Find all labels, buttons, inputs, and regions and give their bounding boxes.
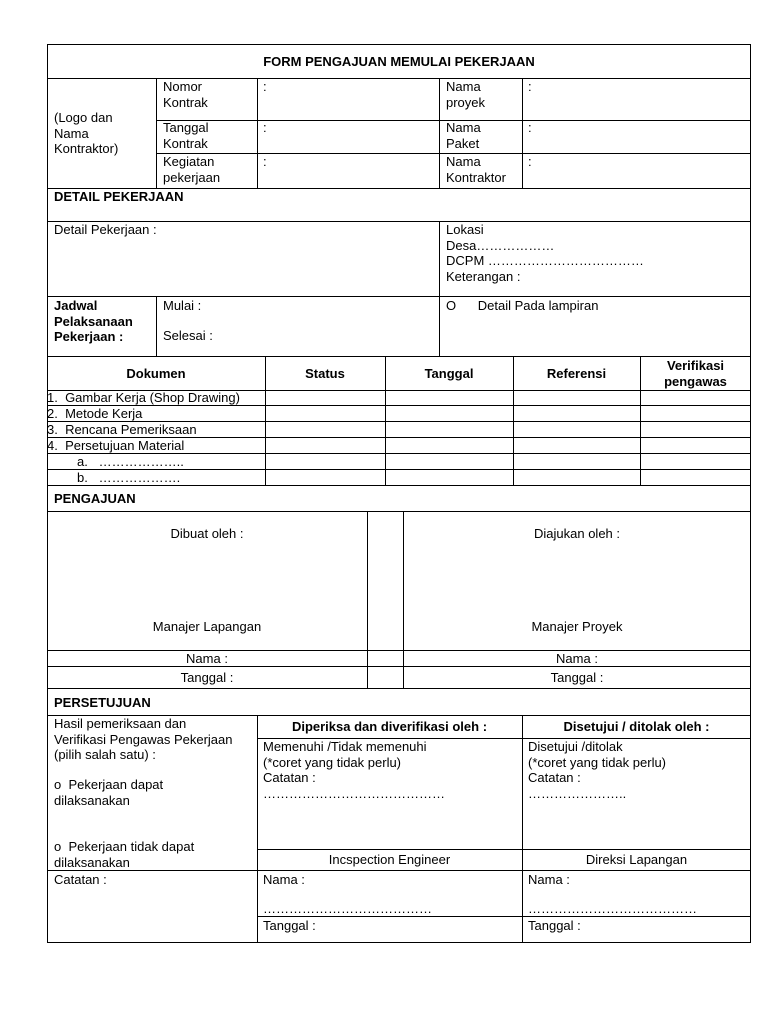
- checked-by-header: Diperiksa dan diverifikasi oleh :: [291, 719, 488, 734]
- page-title: FORM PENGAJUAN MEMULAI PEKERJAAN: [263, 54, 535, 69]
- approved-by-date-field[interactable]: Tanggal :: [528, 918, 581, 933]
- work-activity-value[interactable]: :: [263, 154, 267, 169]
- inspection-result-text: Hasil pemeriksaan dan Verifikasi Pengawas Pekerjaan (pilih salah satu) :: [54, 716, 233, 762]
- package-name-label: Nama Paket: [446, 120, 481, 151]
- rule: [522, 78, 523, 188]
- inspection-engineer-role: Incspection Engineer: [328, 852, 451, 867]
- schedule-label: Jadwal Pelaksanaan Pekerjaan :: [54, 298, 133, 344]
- contractor-name-value[interactable]: :: [528, 154, 532, 169]
- outer-border: [47, 44, 751, 943]
- checked-by-date-field[interactable]: Tanggal :: [263, 918, 316, 933]
- rule: [257, 849, 751, 850]
- submitted-by-name-field[interactable]: Nama :: [556, 651, 598, 666]
- pengajuan-section-title: PENGAJUAN: [54, 491, 136, 506]
- submitted-by-date-field[interactable]: Tanggal :: [550, 670, 604, 685]
- rule: [156, 296, 157, 356]
- submitted-by-role: Manajer Proyek: [531, 619, 623, 634]
- made-by-date-field[interactable]: Tanggal :: [180, 670, 234, 685]
- end-date-label[interactable]: Selesai :: [163, 328, 213, 343]
- work-activity-label: Kegiatan pekerjaan: [163, 154, 221, 185]
- rule: [47, 688, 751, 689]
- approved-by-header: Disetujui / ditolak oleh :: [563, 719, 710, 734]
- column-header-reference: Referensi: [546, 366, 607, 381]
- approved-by-name-field[interactable]: Nama :: [528, 872, 570, 887]
- contract-date-label: Tanggal Kontrak: [163, 120, 209, 151]
- rule: [257, 715, 258, 943]
- detail-section-title: DETAIL PEKERJAAN: [54, 189, 184, 204]
- contract-number-label: Nomor Kontrak: [163, 79, 208, 110]
- rule: [156, 78, 157, 188]
- table-row: 1. Gambar Kerja (Shop Drawing): [47, 390, 240, 405]
- rule: [439, 78, 440, 188]
- contract-date-value[interactable]: :: [263, 120, 267, 135]
- rule: [47, 78, 751, 79]
- column-header-document: Dokumen: [126, 366, 186, 381]
- table-row: b. ……………….: [77, 470, 181, 485]
- made-by-label: Dibuat oleh :: [170, 526, 244, 541]
- logo-placeholder: (Logo dan Nama Kontraktor): [54, 110, 119, 156]
- persetujuan-section-title: PERSETUJUAN: [54, 695, 151, 710]
- option-cannot-proceed[interactable]: o Pekerjaan tidak dapat dilaksanakan: [54, 839, 195, 870]
- approved-by-notes[interactable]: Disetujui /ditolak (*coret yang tidak perlu) Catatan : …………………..: [528, 739, 667, 801]
- checked-by-name-field[interactable]: Nama :: [263, 872, 305, 887]
- attachment-option[interactable]: O Detail Pada lampiran: [446, 298, 599, 313]
- start-date-label[interactable]: Mulai :: [163, 298, 202, 313]
- project-name-label: Nama proyek: [446, 79, 486, 110]
- field-director-role: Direksi Lapangan: [585, 852, 688, 867]
- approved-by-name-dots: …………………………………: [528, 901, 697, 916]
- table-row: 2. Metode Kerja: [47, 406, 143, 421]
- checked-by-notes[interactable]: Memenuhi /Tidak memenuhi (*coret yang tidak perlu) Catatan : ……………………………………: [263, 739, 445, 801]
- column-header-verification: Verifikasi pengawas: [664, 358, 727, 389]
- submitted-by-label: Diajukan oleh :: [534, 526, 620, 541]
- contractor-name-label: Nama Kontraktor: [446, 154, 506, 185]
- rule: [47, 356, 751, 357]
- column-header-date: Tanggal: [424, 366, 474, 381]
- column-header-status: Status: [305, 366, 345, 381]
- table-row: 3. Rencana Pemeriksaan: [47, 422, 197, 437]
- location-block[interactable]: Lokasi Desa……………… DCPM ……………………………… Keterangan :: [446, 222, 644, 284]
- rule: [47, 870, 751, 871]
- table-row: a. ………………..: [77, 454, 184, 469]
- notes-label[interactable]: Catatan :: [54, 872, 107, 887]
- option-can-proceed[interactable]: o Pekerjaan dapat dilaksanakan: [54, 777, 164, 808]
- rule: [367, 511, 368, 688]
- rule: [47, 511, 751, 512]
- detail-work-label[interactable]: Detail Pekerjaan :: [54, 222, 157, 237]
- made-by-role: Manajer Lapangan: [152, 619, 262, 634]
- rule: [522, 715, 523, 943]
- table-row: 4. Persetujuan Material: [47, 438, 185, 453]
- project-name-value[interactable]: :: [528, 79, 532, 94]
- package-name-value[interactable]: :: [528, 120, 532, 135]
- rule: [47, 296, 751, 297]
- checked-by-name-dots: …………………………………: [263, 901, 432, 916]
- rule: [439, 221, 440, 356]
- rule: [257, 78, 258, 188]
- made-by-name-field[interactable]: Nama :: [186, 651, 228, 666]
- contract-number-value[interactable]: :: [263, 79, 267, 94]
